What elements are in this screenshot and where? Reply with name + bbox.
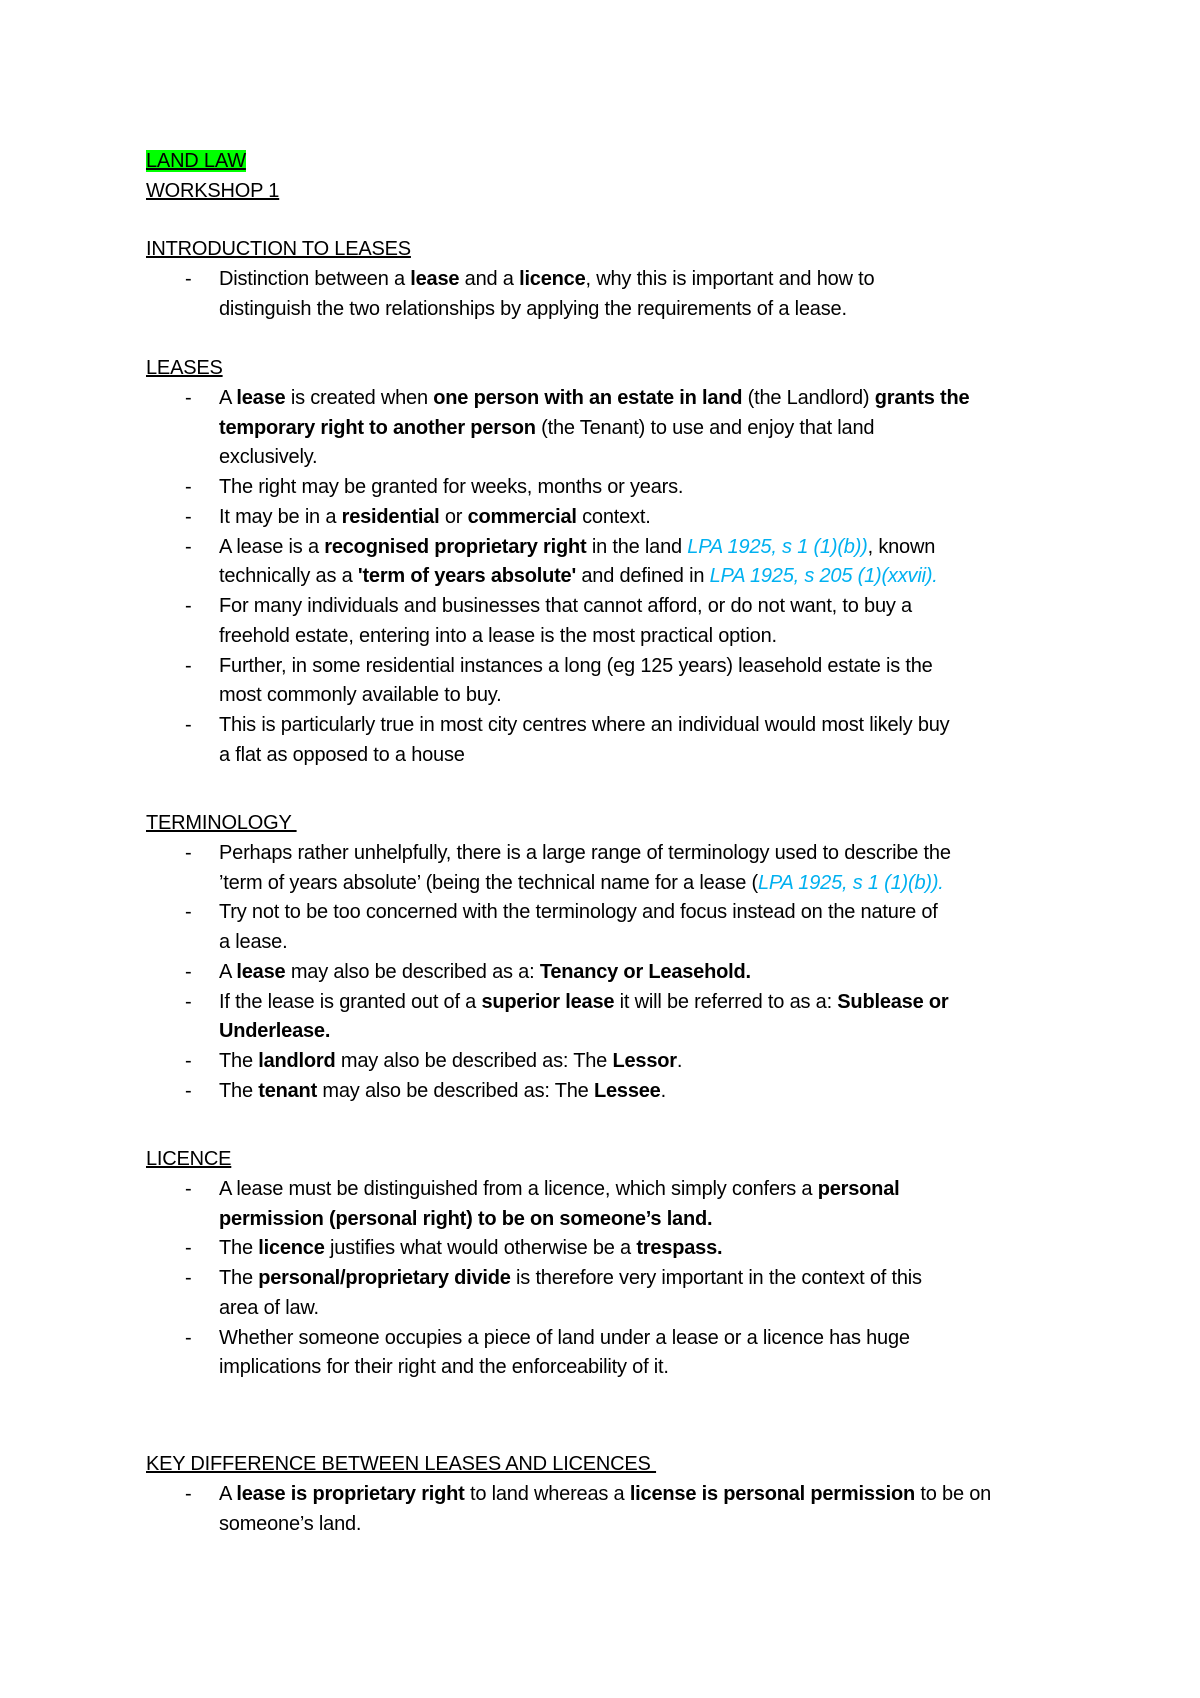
text-line xyxy=(219,681,1200,711)
bullet-dash: - xyxy=(185,714,192,736)
bold-text: residential xyxy=(341,505,440,528)
text-run: The xyxy=(219,1050,259,1072)
bullet-dash: - xyxy=(185,1326,192,1349)
subtitle-line xyxy=(146,177,1200,207)
section-heading-line xyxy=(146,1145,1200,1175)
text-run: technically as a xyxy=(219,565,358,588)
text-run: . xyxy=(660,1079,666,1102)
text-run: or xyxy=(439,505,468,528)
bold-text: permission (personal right) to be on someone’s land. xyxy=(219,1207,713,1230)
text-line xyxy=(219,988,1200,1018)
bold-text: commercial xyxy=(467,505,577,528)
bold-text: personal xyxy=(817,1177,900,1200)
section-heading: INTRODUCTION TO LEASES xyxy=(146,238,411,260)
text-run: someone’s land. xyxy=(219,1512,362,1535)
text-run: If the lease is granted out of a xyxy=(219,990,482,1013)
text-line xyxy=(219,295,1200,325)
text-line xyxy=(219,1205,1200,1235)
bullet-dash: - xyxy=(185,960,192,983)
text-run: A lease must be distinguished from a licence, which simply confers a xyxy=(219,1177,818,1200)
bold-text: Lessor xyxy=(612,1050,677,1072)
bullet-dash: - xyxy=(185,535,192,558)
bullet-dash: - xyxy=(185,1237,192,1260)
bullet-dash: - xyxy=(185,505,192,528)
text-run: may also be described as: The xyxy=(317,1079,594,1102)
bold-text: landlord xyxy=(258,1050,336,1072)
bullet-dash: - xyxy=(185,1177,192,1200)
text-run: in the land xyxy=(586,535,688,558)
section-heading: LICENCE xyxy=(146,1148,232,1170)
text-run: implications for their right and the enforceability of it. xyxy=(219,1356,669,1379)
section-key-difference xyxy=(146,1450,1200,1539)
text-line xyxy=(219,741,1200,771)
bullet-item xyxy=(146,839,1200,899)
section-terminology xyxy=(146,809,1200,1107)
bullet-dash: - xyxy=(185,267,192,290)
text-line xyxy=(219,1264,1200,1294)
bullet-item xyxy=(146,384,1200,473)
text-run: is therefore very important in the context of this xyxy=(510,1267,922,1289)
bullet-item xyxy=(146,1175,1200,1235)
text-line xyxy=(219,592,1200,622)
text-line xyxy=(219,898,1200,928)
bullet-item xyxy=(146,1480,1200,1540)
bold-text: 'term of years absolute' xyxy=(357,565,577,588)
text-run: a lease. xyxy=(219,931,288,953)
text-line xyxy=(219,1324,1200,1354)
section-heading-line xyxy=(146,354,1200,384)
section-heading-line xyxy=(146,809,1200,839)
bold-text: one person with an estate in land xyxy=(433,386,743,409)
text-run: The xyxy=(219,1267,259,1289)
bullet-item xyxy=(146,473,1200,503)
text-run: Perhaps rather unhelpfully, there is a large range of terminology used to describe the xyxy=(219,841,951,864)
text-line xyxy=(219,1234,1200,1264)
text-line xyxy=(219,869,1200,899)
bold-text: personal/proprietary divide xyxy=(258,1267,511,1289)
text-run: A xyxy=(219,1482,237,1505)
text-run: context. xyxy=(576,505,651,528)
bold-text: lease xyxy=(236,386,286,409)
bullet-dash: - xyxy=(185,1050,192,1072)
bullet-item xyxy=(146,1324,1200,1384)
bullet-item xyxy=(146,1077,1200,1107)
workshop-label: WORKSHOP 1 xyxy=(146,179,280,202)
text-line xyxy=(219,1510,1200,1540)
bold-text: Tenancy or Leasehold. xyxy=(539,960,751,983)
statute-citation: LPA 1925, s 205 (1)(xxvii). xyxy=(709,565,938,588)
bold-text: recognised proprietary right xyxy=(324,535,587,558)
text-run: may also be described as: The xyxy=(335,1050,613,1072)
text-run: The right may be granted for weeks, months or years. xyxy=(219,476,684,498)
bullet-item xyxy=(146,898,1200,958)
text-run: (the Tenant) to use and enjoy that land xyxy=(535,416,875,439)
bullet-dash: - xyxy=(185,476,192,498)
bullet-item xyxy=(146,1264,1200,1324)
bullet-item xyxy=(146,265,1200,325)
bullet-dash: - xyxy=(185,901,192,924)
bullet-dash: - xyxy=(185,386,192,409)
bold-text: trespass. xyxy=(636,1237,723,1260)
section-heading: TERMINOLOGY xyxy=(146,812,297,834)
text-run: Distinction between a xyxy=(219,267,411,290)
document-title: LAND LAW xyxy=(146,150,246,172)
bullet-item xyxy=(146,1047,1200,1077)
bold-text: Lessee xyxy=(593,1079,661,1102)
text-run: A xyxy=(219,960,237,983)
bold-text: grants the xyxy=(874,386,970,409)
text-line xyxy=(219,1017,1200,1047)
bold-text: licence xyxy=(258,1237,325,1260)
text-line xyxy=(219,562,1200,592)
bullet-list xyxy=(146,839,1200,1107)
text-run: to be on xyxy=(915,1482,992,1505)
text-run: (the Landlord) xyxy=(742,386,875,409)
bold-text: Underlease. xyxy=(219,1020,331,1043)
text-run: to land whereas a xyxy=(464,1482,630,1505)
bullet-list xyxy=(146,265,1200,325)
bold-text: lease xyxy=(236,960,286,983)
text-run: Further, in some residential instances a long (eg 125 years) leasehold estate is the xyxy=(219,654,933,677)
bullet-item xyxy=(146,592,1200,652)
bold-text: license is personal permission xyxy=(629,1482,916,1505)
text-run: A lease is a xyxy=(219,535,325,558)
bullet-item xyxy=(146,503,1200,533)
text-run: freehold estate, entering into a lease is the most practical option. xyxy=(219,624,777,647)
text-run: and a xyxy=(459,267,520,290)
text-line xyxy=(219,533,1200,563)
text-line xyxy=(219,711,1200,741)
bullet-item xyxy=(146,988,1200,1048)
statute-citation: LPA 1925, s 1 (1)(b)) xyxy=(687,535,868,558)
bullet-item xyxy=(146,711,1200,771)
section-heading-line xyxy=(146,235,1200,265)
text-line xyxy=(219,622,1200,652)
text-run: Whether someone occupies a piece of land under a lease or a licence has huge xyxy=(219,1326,910,1349)
text-line xyxy=(219,443,1200,473)
text-run: . xyxy=(676,1050,683,1072)
text-run: The xyxy=(219,1237,259,1260)
bold-text: superior lease xyxy=(481,990,615,1013)
text-run: area of law. xyxy=(219,1296,319,1319)
text-run: distinguish the two relationships by applying the requirements of a lease. xyxy=(219,297,847,320)
section-heading: KEY DIFFERENCE BETWEEN LEASES AND LICENCES xyxy=(146,1453,657,1475)
text-line xyxy=(219,1175,1200,1205)
text-run: The xyxy=(219,1079,259,1102)
section-licence xyxy=(146,1145,1200,1383)
section-heading-line xyxy=(146,1450,1200,1480)
text-line xyxy=(219,1294,1200,1324)
statute-citation: LPA 1925, s 1 (1)(b)). xyxy=(757,871,944,894)
text-line xyxy=(219,839,1200,869)
text-run: justifies what would otherwise be a xyxy=(324,1237,637,1260)
text-line xyxy=(219,1480,1200,1510)
text-line xyxy=(219,652,1200,682)
bullet-item xyxy=(146,1234,1200,1264)
text-run: a flat as opposed to a house xyxy=(219,743,465,766)
bullet-item xyxy=(146,533,1200,593)
text-line xyxy=(219,958,1200,988)
bullet-dash: - xyxy=(185,1267,192,1289)
text-line xyxy=(219,928,1200,958)
text-run: This is particularly true in most city centres where an individual would most likely buy xyxy=(219,714,950,736)
bullet-item xyxy=(146,958,1200,988)
text-run: Try not to be too concerned with the terminology and focus instead on the nature of xyxy=(219,901,938,924)
text-line xyxy=(219,384,1200,414)
text-run: it will be referred to as a: xyxy=(614,990,838,1013)
bold-text: Sublease or xyxy=(837,990,949,1013)
bold-text: lease is proprietary right xyxy=(236,1482,465,1505)
bold-text: tenant xyxy=(258,1079,318,1102)
bullet-dash: - xyxy=(185,1079,192,1102)
title-line xyxy=(146,147,1200,177)
bold-text: lease xyxy=(410,267,460,290)
bold-text: temporary right to another person xyxy=(219,416,536,439)
text-line xyxy=(219,1353,1200,1383)
text-run: For many individuals and businesses that cannot afford, or do not want, to buy a xyxy=(219,595,912,617)
text-line xyxy=(219,1047,1200,1077)
text-run: , known xyxy=(867,535,936,558)
text-run: ’term of years absolute’ (being the technical name for a lease ( xyxy=(219,871,758,894)
text-run: may also be described as a: xyxy=(285,960,540,983)
bullet-list xyxy=(146,1175,1200,1383)
text-line xyxy=(219,473,1200,503)
bullet-dash: - xyxy=(185,841,192,864)
text-run: , why this is important and how to xyxy=(585,267,875,290)
bullet-dash: - xyxy=(185,654,192,677)
text-run: A xyxy=(219,386,237,409)
bullet-dash: - xyxy=(185,990,192,1013)
title-block xyxy=(146,147,1200,207)
text-line xyxy=(219,414,1200,444)
bullet-list xyxy=(146,1480,1200,1540)
text-run: most commonly available to buy. xyxy=(219,684,502,707)
text-line xyxy=(219,503,1200,533)
text-line xyxy=(219,265,1200,295)
bullet-list xyxy=(146,384,1200,771)
text-run: is created when xyxy=(285,386,434,409)
bullet-dash: - xyxy=(185,595,192,617)
bold-text: licence xyxy=(519,267,586,290)
text-run: exclusively. xyxy=(219,446,318,469)
section-leases xyxy=(146,354,1200,771)
text-line xyxy=(219,1077,1200,1107)
bullet-item xyxy=(146,652,1200,712)
bullet-dash: - xyxy=(185,1482,192,1505)
section-introduction-to-leases xyxy=(146,235,1200,324)
text-run: and defined in xyxy=(576,565,710,588)
text-run: It may be in a xyxy=(219,505,342,528)
section-heading: LEASES xyxy=(146,357,223,379)
